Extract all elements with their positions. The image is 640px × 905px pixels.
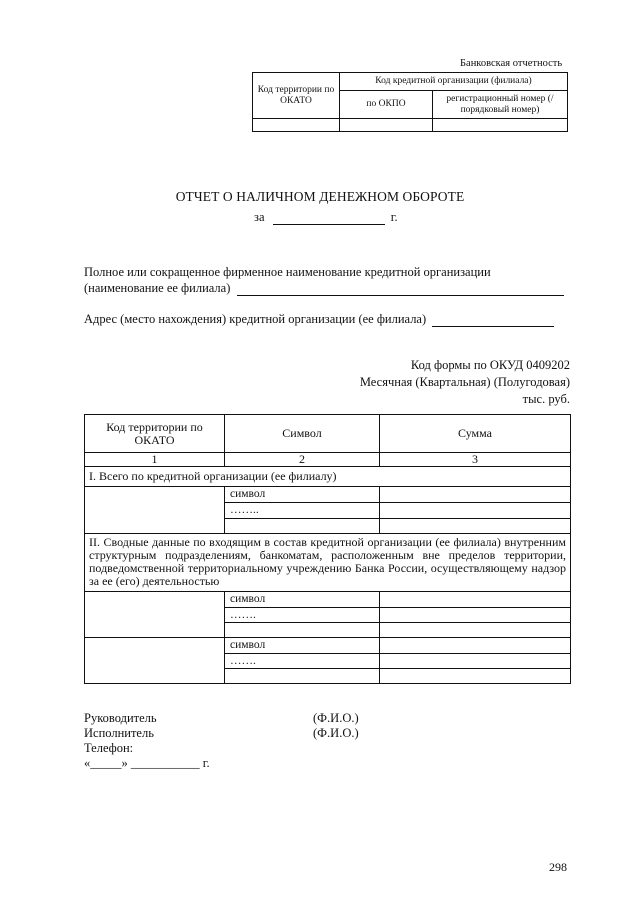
section-1-territory-cell[interactable] [85,487,225,534]
main-table [84,414,571,684]
section-2-symbol-label: символ [225,592,380,608]
section-2-symbol-cell[interactable] [225,623,380,638]
section-2-title: II. Сводные данные по входящим в состав кредитной организации (ее филиала) внутренним структурным подразделениям, банкоматам, расположенным вне пределов территории, подведомственной территориальному учреждению Банка России, осуществляющему надзор за ее (его) деятельностью [85,534,571,592]
section-1-sum-cell[interactable] [380,519,571,534]
phone-label: Телефон: [84,741,134,755]
col-header-symbol: Символ [225,415,380,453]
section-1-sum-cell[interactable] [380,503,571,519]
period-field[interactable] [273,212,385,225]
section-2-dots: ……. [225,654,380,669]
executor-fio: (Ф.И.О.) [313,726,359,740]
report-period [254,210,398,225]
address-field[interactable] [432,314,554,327]
org-branch-label: (наименование ее филиала) [84,281,231,295]
section-2-sum-cell[interactable] [380,638,571,654]
head-fio: (Ф.И.О.) [313,711,359,725]
section-2-territory-cell[interactable] [85,592,225,638]
section-1-dots: …….. [225,503,380,519]
period-suffix: г. [390,210,398,224]
fio-block [313,711,359,741]
page-number: 298 [549,860,567,874]
reg-number-header: регистрационный номер (/порядковый номер) [433,91,568,119]
section-2-sum-cell[interactable] [380,592,571,608]
executor-label: Исполнитель [84,726,154,740]
okpo-header: по ОКПО [340,91,433,119]
section-1-sum-cell[interactable] [380,487,571,503]
section-2-sum-cell[interactable] [380,623,571,638]
okud-code: Код формы по ОКУД 0409202 [410,358,570,372]
section-2-sum-cell[interactable] [380,608,571,623]
col-number-2: 2 [225,453,380,467]
section-2-dots: ……. [225,608,380,623]
section-2-sum-cell[interactable] [380,669,571,684]
period-prefix: за [254,210,265,224]
periodicity: Месячная (Квартальная) (Полугодовая) [359,375,570,389]
address-label: Адрес (место нахождения) кредитной организации (ее филиала) [84,312,427,326]
head-label: Руководитель [84,711,157,725]
section-2-territory-cell[interactable] [85,638,225,684]
section-1-symbol-cell[interactable] [225,519,380,534]
org-name-field[interactable] [237,283,564,296]
address-row [84,312,554,327]
date-field[interactable]: «_____» ___________ г. [84,756,210,770]
okpo-value[interactable] [340,119,433,132]
section-2-sum-cell[interactable] [380,654,571,669]
section-2-symbol-label: символ [225,638,380,654]
col-header-territory: Код территории по ОКАТО [85,415,225,453]
territory-code-value[interactable] [253,119,340,132]
units: тыс. руб. [522,392,570,406]
codes-table [252,72,568,132]
section-2-symbol-cell[interactable] [225,669,380,684]
col-number-1: 1 [85,453,225,467]
section-1-title: I. Всего по кредитной организации (ее филиалу) [85,467,571,487]
territory-code-header: Код территории по ОКАТО [253,73,340,119]
col-number-3: 3 [380,453,571,467]
org-name-label: Полное или сокращенное фирменное наименование кредитной организации [84,265,491,279]
section-1-symbol-label: символ [225,487,380,503]
signature-block [84,711,210,771]
col-header-sum: Сумма [380,415,571,453]
reg-number-value[interactable] [433,119,568,132]
org-code-header: Код кредитной организации (филиала) [340,73,568,91]
report-title: ОТЧЕТ О НАЛИЧНОМ ДЕНЕЖНОМ ОБОРОТЕ [175,189,465,204]
org-name-row [84,281,564,296]
report-category-label: Банковская отчетность [460,58,563,69]
form-meta [360,357,570,408]
